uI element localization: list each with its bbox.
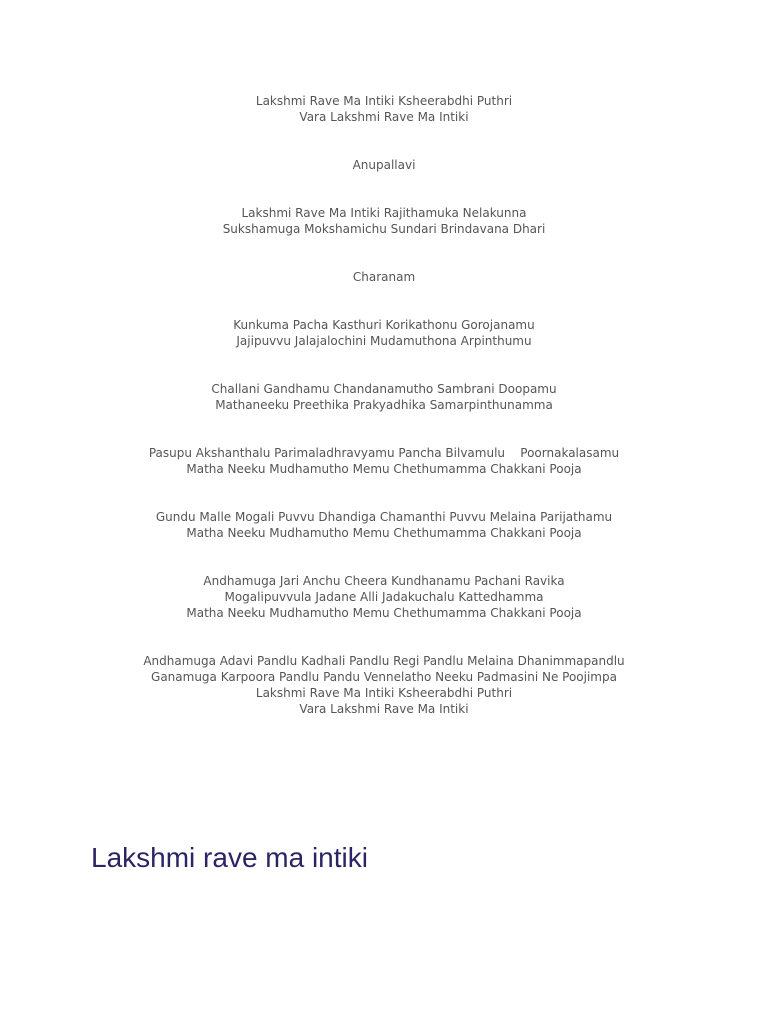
lyric-line: Pasupu Akshanthalu Parimaladhravyamu Pancha Bilvamulu Poornakalasamu — [148, 446, 620, 460]
lyric-line: Charanam — [352, 270, 416, 284]
lyric-line: Lakshmi Rave Ma Intiki Rajithamuka Nelakunna — [241, 206, 527, 220]
lyric-line: Matha Neeku Mudhamutho Memu Chethumamma Chakkani Pooja — [186, 526, 582, 540]
lyric-stanza — [0, 381, 768, 413]
lyric-line: Anupallavi — [352, 158, 416, 172]
lyric-line: Lakshmi Rave Ma Intiki Ksheerabdhi Puthri — [255, 94, 513, 108]
lyric-stanza — [0, 205, 768, 237]
lyric-line: Kunkuma Pacha Kasthuri Korikathonu Gorojanamu — [233, 318, 535, 332]
lyric-line: Vara Lakshmi Rave Ma Intiki — [299, 110, 469, 124]
lyric-stanza — [0, 573, 768, 621]
section-label — [0, 157, 768, 173]
lyric-line: Ganamuga Karpoora Pandlu Pandu Vennelatho Neeku Padmasini Ne Poojimpa — [151, 670, 617, 684]
lyric-line: Jajipuvvu Jalajalochini Mudamuthona Arpinthumu — [236, 334, 532, 348]
lyric-line: Vara Lakshmi Rave Ma Intiki — [299, 702, 469, 716]
lyric-line: Andhamuga Jari Anchu Cheera Kundhanamu Pachani Ravika — [203, 574, 565, 588]
lyrics-body — [0, 93, 768, 717]
lyric-stanza — [0, 509, 768, 541]
lyric-line: Lakshmi Rave Ma Intiki Ksheerabdhi Puthri — [255, 686, 513, 700]
lyric-stanza — [0, 93, 768, 125]
lyric-line: Sukshamuga Mokshamichu Sundari Brindavana Dhari — [222, 222, 546, 236]
lyric-stanza — [0, 445, 768, 477]
section-label — [0, 269, 768, 285]
document-heading: Lakshmi rave ma intiki — [91, 842, 368, 873]
lyric-line: Matha Neeku Mudhamutho Memu Chethumamma Chakkani Pooja — [186, 462, 582, 476]
lyric-line: Andhamuga Adavi Pandlu Kadhali Pandlu Regi Pandlu Melaina Dhanimmapandlu — [143, 654, 625, 668]
lyric-line: Mathaneeku Preethika Prakyadhika Samarpinthunamma — [215, 398, 553, 412]
lyric-stanza — [0, 653, 768, 717]
lyric-line: Challani Gandhamu Chandanamutho Sambrani Doopamu — [211, 382, 557, 396]
lyric-line: Mogalipuvvula Jadane Alli Jadakuchalu Kattedhamma — [224, 590, 544, 604]
lyric-stanza — [0, 317, 768, 349]
lyric-line: Gundu Malle Mogali Puvvu Dhandiga Chamanthi Puvvu Melaina Parijathamu — [155, 510, 613, 524]
lyric-line: Matha Neeku Mudhamutho Memu Chethumamma Chakkani Pooja — [186, 606, 582, 620]
